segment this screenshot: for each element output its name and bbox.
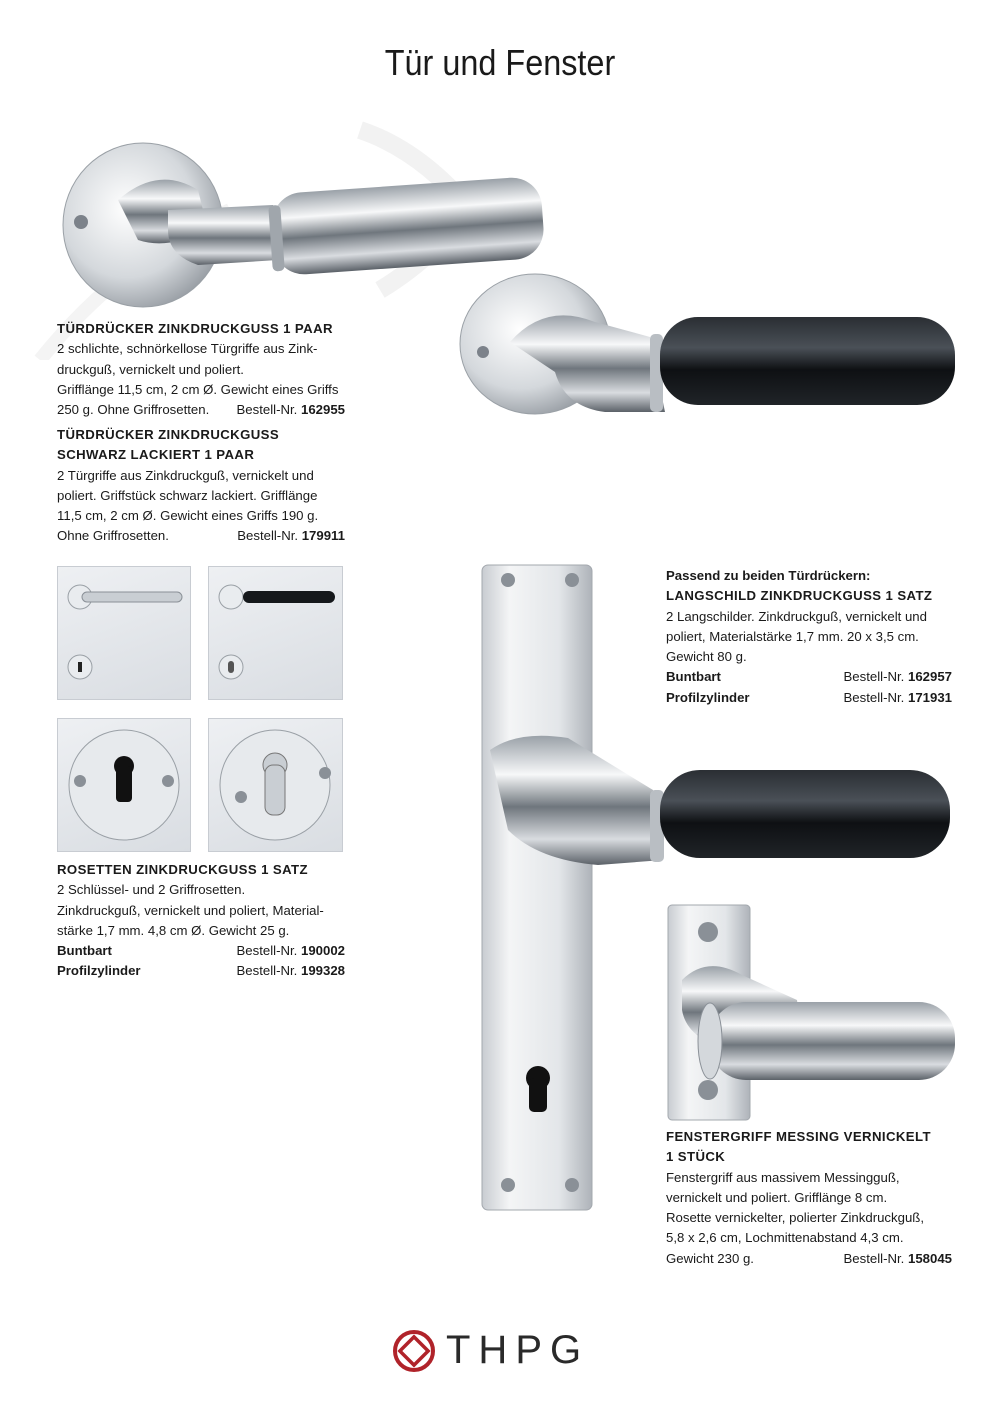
variant-row <box>57 941 345 961</box>
product-heading: 1 STÜCK <box>666 1149 726 1165</box>
description-line: Gewicht 230 g. <box>666 1250 754 1266</box>
description-line: Gewicht 80 g. <box>666 649 747 665</box>
brand-logo <box>392 1328 589 1373</box>
product-door-handle-pair <box>57 319 345 420</box>
order-label: Bestell-Nr. <box>237 528 299 544</box>
thumbnail-rosette-keyhole <box>57 718 191 852</box>
order-number <box>843 667 952 687</box>
page-title: Tür und Fenster <box>384 42 616 83</box>
thumbnail-chrome-set <box>57 566 191 700</box>
diamond-logo-icon <box>392 1329 436 1373</box>
order-number <box>843 688 952 708</box>
brand-logo-text: THPG <box>446 1328 590 1372</box>
order-label: Bestell-Nr. <box>843 669 905 685</box>
order-row <box>666 1249 952 1269</box>
description-line: 5,8 x 2,6 cm, Lochmittenabstand 4,3 cm. <box>666 1230 904 1246</box>
order-value: 162955 <box>300 402 345 418</box>
window-handle-image <box>662 900 962 1130</box>
product-heading: SCHWARZ LACKIERT 1 PAAR <box>57 447 255 463</box>
description-line: Ohne Griffrosetten. <box>57 528 169 544</box>
order-value: 199328 <box>300 963 345 979</box>
product-heading: TÜRDRÜCKER ZINKDRUCKGUSS 1 PAAR <box>57 321 333 336</box>
product-door-handle-black <box>57 425 345 547</box>
variant-row <box>666 688 952 708</box>
product-rosettes <box>57 860 345 982</box>
product-window-handle <box>666 1127 952 1269</box>
description-line: Grifflänge 11,5 cm, 2 cm Ø. Gewicht eines Griffs <box>57 381 339 397</box>
order-label: Bestell-Nr. <box>843 1250 905 1266</box>
order-value: 179911 <box>301 528 345 544</box>
order-label: Bestell-Nr. <box>843 689 905 705</box>
description-line: 2 Langschilder. Zinkdruckguß, vernickelt und <box>666 608 927 624</box>
order-number <box>843 1249 952 1269</box>
variant-name: Buntbart <box>57 943 112 959</box>
description-line: 11,5 cm, 2 cm Ø. Gewicht eines Griffs 190 g. <box>57 508 319 524</box>
order-number <box>236 961 345 981</box>
description-line: 2 Schlüssel- und 2 Griffrosetten. <box>57 882 246 898</box>
keyhole-rosette-icon <box>58 719 190 851</box>
description-line: Rosette vernickelter, polierter Zinkdruckguß, <box>666 1210 924 1226</box>
order-number <box>236 941 345 961</box>
thumbnail-black-set <box>208 566 343 700</box>
variant-row <box>57 961 345 981</box>
variant-name: Profilzylinder <box>57 963 141 979</box>
order-label: Bestell-Nr. <box>236 402 298 418</box>
description-line: vernickelt und poliert. Grifflänge 8 cm. <box>666 1189 888 1205</box>
order-row <box>57 526 345 546</box>
black-set-icon <box>209 567 342 699</box>
description-line: poliert. Griffstück schwarz lackiert. Grifflänge <box>57 487 318 503</box>
order-value: 158045 <box>907 1250 952 1266</box>
product-heading: LANGSCHILD ZINKDRUCKGUSS 1 SATZ <box>666 588 933 604</box>
description-line: Fenstergriff aus massivem Messingguß, <box>666 1169 900 1185</box>
chrome-set-icon <box>58 567 190 699</box>
order-number <box>237 526 345 546</box>
thumbnail-rosette-cylinder <box>208 718 343 852</box>
description-line: 2 Türgriffe aus Zinkdruckguß, vernickelt und <box>57 467 314 483</box>
order-row <box>57 400 345 420</box>
order-value: 171931 <box>907 689 952 705</box>
order-label: Bestell-Nr. <box>236 943 298 959</box>
intro-text: Passend zu beiden Türdrückern: <box>666 568 871 583</box>
variant-name: Buntbart <box>666 669 721 685</box>
order-value: 162957 <box>907 669 952 685</box>
description-line: poliert, Materialstärke 1,7 mm. 20 x 3,5 cm. <box>666 628 919 644</box>
product-heading: ROSETTEN ZINKDRUCKGUSS 1 SATZ <box>57 862 308 877</box>
description-line: druckguß, vernickelt und poliert. <box>57 361 244 377</box>
product-long-plate <box>666 566 952 708</box>
cylinder-rosette-icon <box>209 719 342 851</box>
description-line: stärke 1,7 mm. 4,8 cm Ø. Gewicht 25 g. <box>57 922 290 938</box>
order-number <box>236 400 345 420</box>
order-value: 190002 <box>300 943 345 959</box>
black-door-handle-image <box>455 272 965 447</box>
description-line: Zinkdruckguß, vernickelt und poliert, Material- <box>57 902 324 918</box>
order-label: Bestell-Nr. <box>236 963 298 979</box>
description-line: 250 g. Ohne Griffrosetten. <box>57 402 210 418</box>
product-heading: TÜRDRÜCKER ZINKDRUCKGUSS <box>57 427 280 442</box>
description-line: 2 schlichte, schnörkellose Türgriffe aus Zink- <box>57 341 318 357</box>
variant-name: Profilzylinder <box>666 689 750 705</box>
variant-row <box>666 667 952 687</box>
product-heading: FENSTERGRIFF MESSING VERNICKELT <box>666 1129 931 1144</box>
